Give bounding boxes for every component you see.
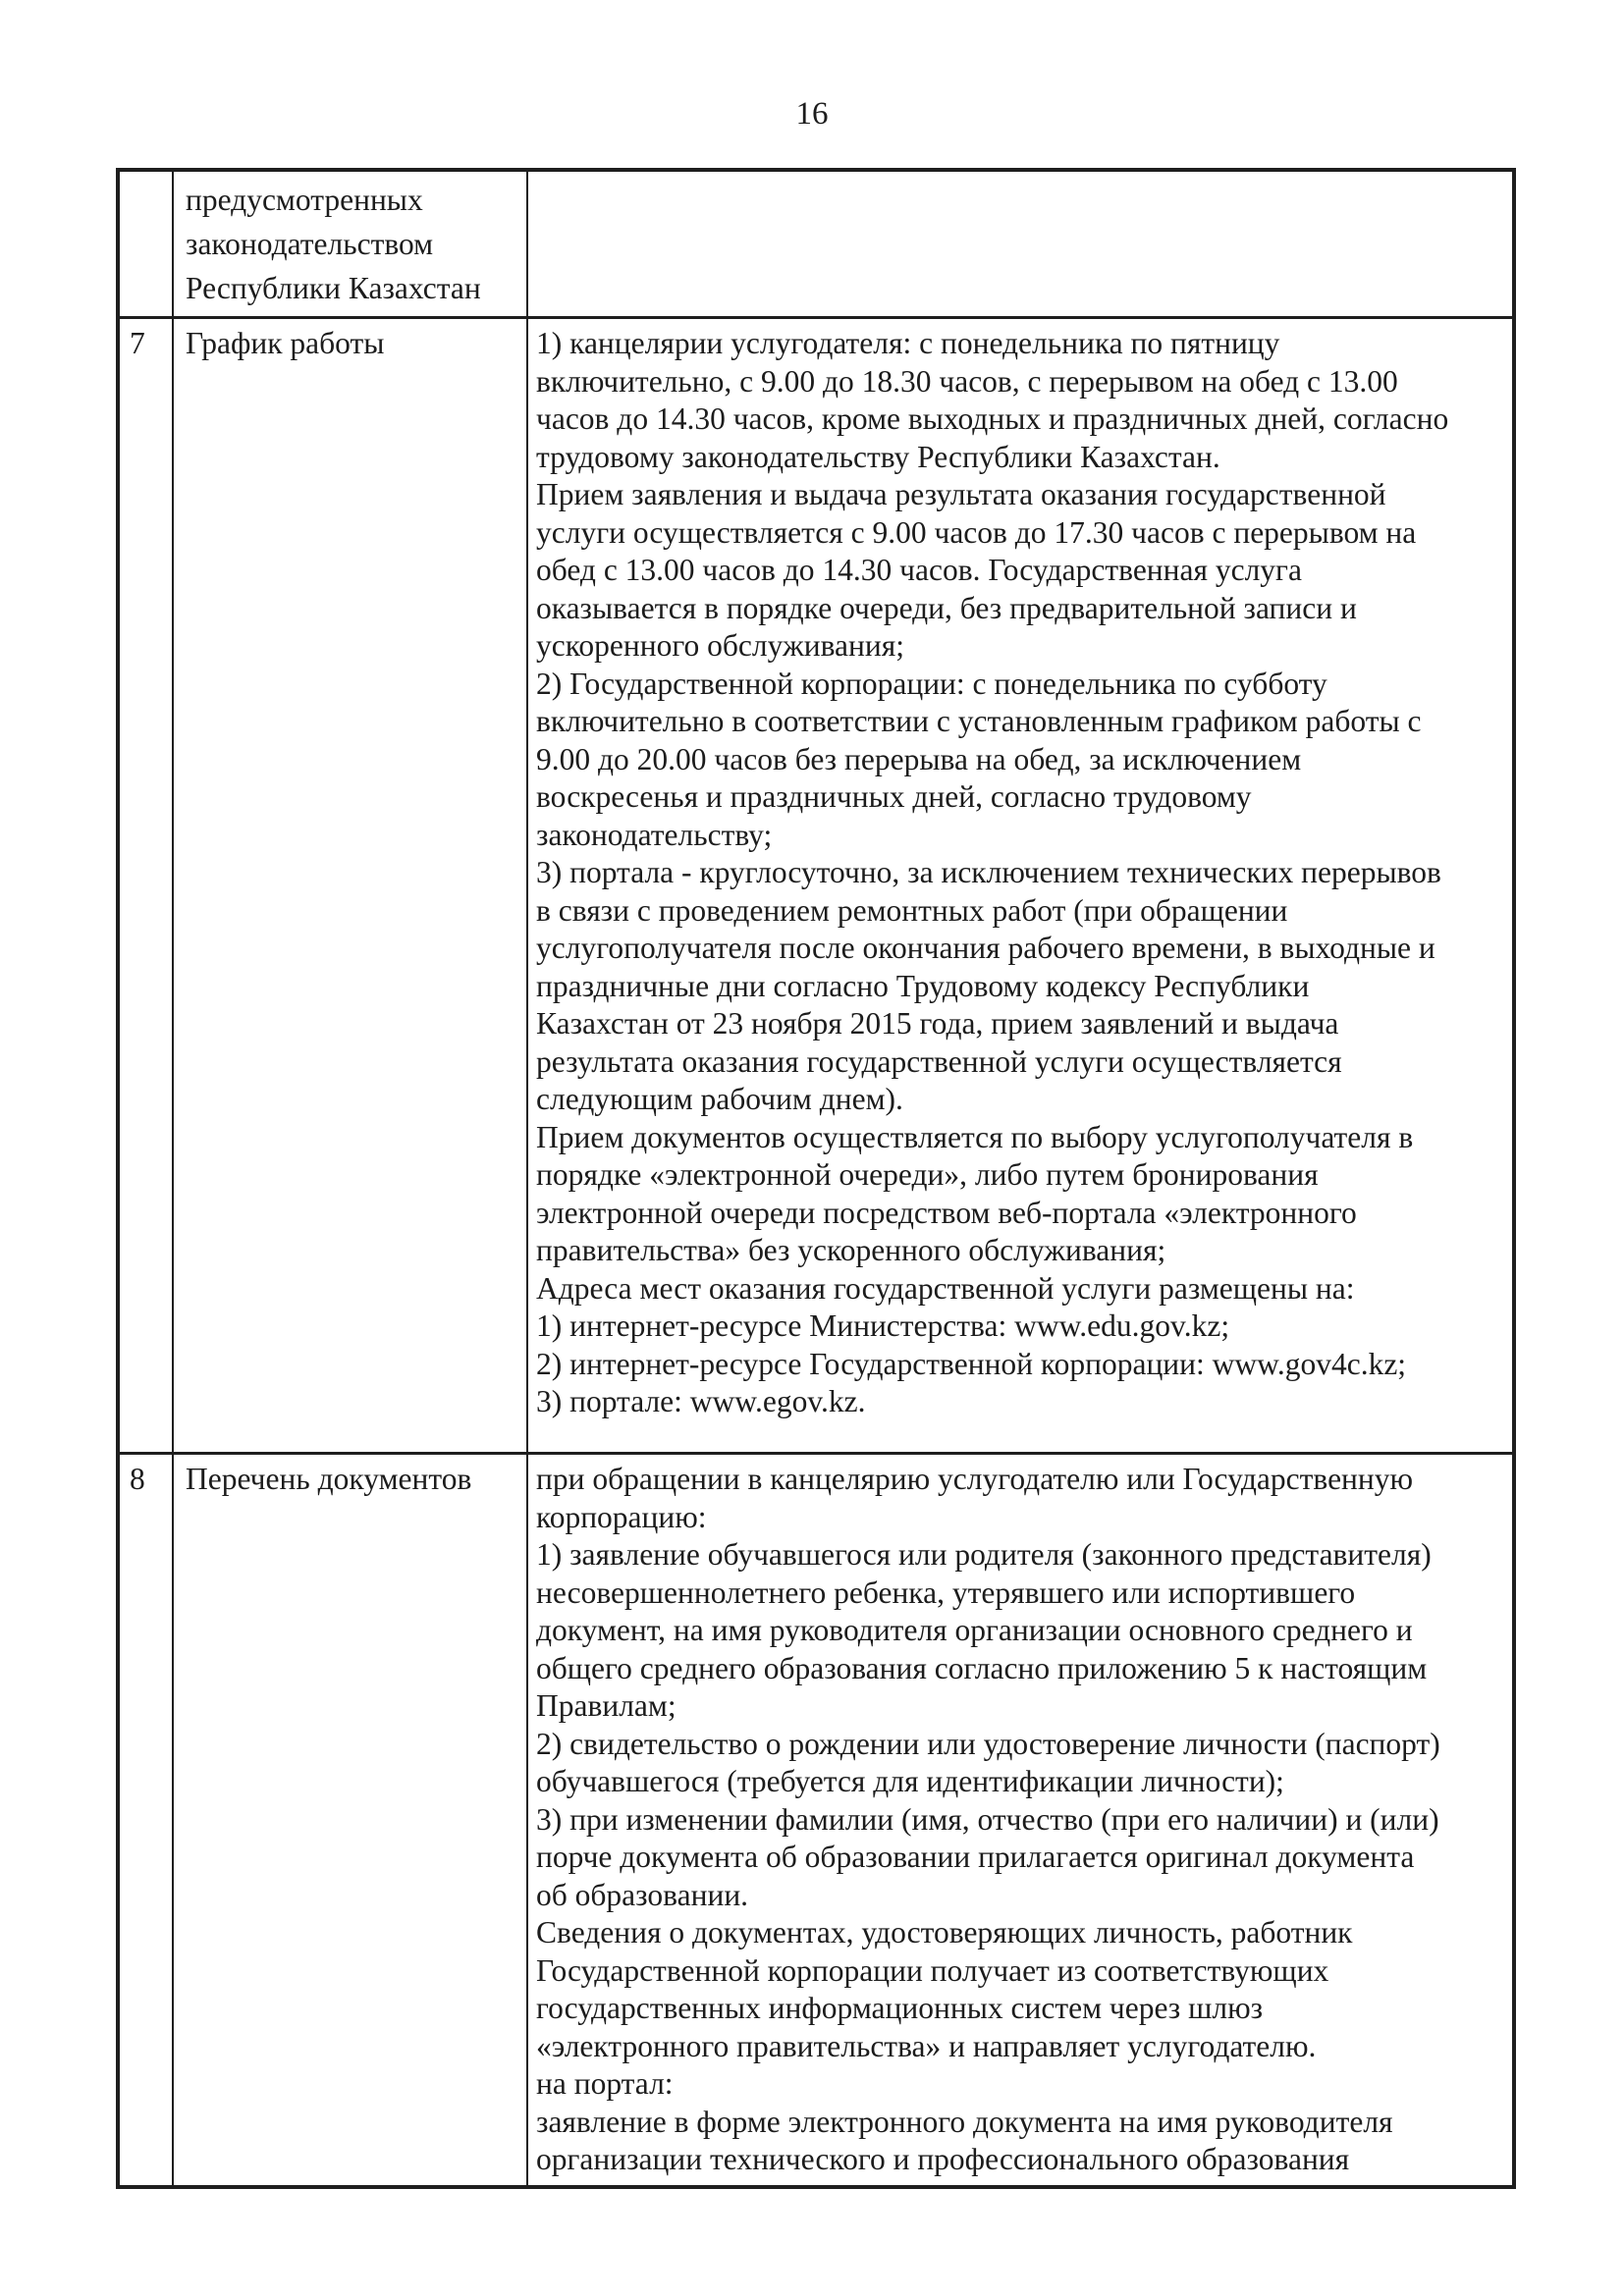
text-line: трудовому законодательству Республики Казахстан. [536, 439, 1220, 474]
table-row [118, 170, 1514, 318]
text-line: документ, на имя руководителя организации основного среднего и [536, 1613, 1413, 1647]
text-line: 1) заявление обучавшегося или родителя (законного представителя) [536, 1537, 1432, 1572]
text-line: 9.00 до 20.00 часов без перерыва на обед, за исключением [536, 741, 1302, 776]
text-line: услуги осуществляется с 9.00 часов до 17.30 часов с перерывом на [536, 514, 1417, 550]
text-line: порядке «электронной очереди», либо путем бронирования [536, 1157, 1319, 1192]
text-line: «электронного правительства» и направляет услугодателю. [536, 2028, 1317, 2063]
text-line: при обращении в канцелярию услугодателю или Государственную [536, 1462, 1414, 1496]
row-label-cell [173, 170, 527, 318]
text-line: несовершеннолетнего ребенка, утерявшего или испортившего [536, 1575, 1356, 1610]
row-number: 7 [130, 326, 145, 360]
text-line: Прием документов осуществляется по выбору услугополучателя в [536, 1119, 1414, 1154]
text-line: Государственной корпорации получает из соответствующих [536, 1952, 1329, 1988]
text-line: часов до 14.30 часов, кроме выходных и праздничных дней, согласно [536, 401, 1449, 436]
text-line: в связи с проведением ремонтных работ (при обращении [536, 892, 1288, 928]
text-line: включительно в соответствии с установленным графиком работы с [536, 704, 1422, 738]
row-content-cell [527, 318, 1514, 1454]
text-line: 2) Государственной корпорации: с понедельника по субботу [536, 666, 1327, 701]
text-line: общего среднего образования согласно приложению 5 к настоящим [536, 1650, 1428, 1685]
row-content-cell [527, 1454, 1514, 2187]
text-line: обучавшегося (требуется для идентификации личности); [536, 1764, 1284, 1798]
text-line: праздничные дни согласно Трудовому кодексу Республики [536, 968, 1310, 1003]
text-line: включительно, с 9.00 до 18.30 часов, с перерывом на обед с 13.00 [536, 363, 1398, 399]
page-number: 16 [795, 96, 829, 132]
table-body [118, 170, 1514, 2187]
text-line: 2) интернет-ресурсе Государственной корпорации: www.gov4c.kz; [536, 1346, 1407, 1381]
text-line: ускоренного обслуживания; [536, 628, 904, 663]
text-line: 1) канцелярии услугодателя: с понедельника по пятницу [536, 326, 1280, 360]
table-row [118, 1454, 1514, 2187]
services-table [116, 168, 1516, 2189]
row-number-cell [118, 170, 173, 318]
text-line: обед с 13.00 часов до 14.30 часов. Государственная услуга [536, 553, 1302, 587]
row-number-cell [118, 1454, 173, 2187]
row-number-cell [118, 318, 173, 1454]
row-label-lines [186, 178, 520, 310]
text-line: предусмотренных [186, 183, 423, 217]
text-line: законодательству; [536, 817, 773, 852]
table-row [118, 318, 1514, 1454]
text-line: График работы [186, 326, 385, 360]
row-content-cell [527, 170, 1514, 318]
text-line: законодательством [186, 227, 434, 261]
text-line: заявление в форме электронного документа на имя руководителя [536, 2104, 1393, 2139]
text-line: порче документа об образовании прилагается оригинал документа [536, 1840, 1415, 1874]
row-content-lines [536, 325, 1506, 1421]
text-line: Сведения о документах, удостоверяющих личность, работник [536, 1915, 1353, 1949]
text-line: Правилам; [536, 1688, 677, 1723]
row-label-cell [173, 318, 527, 1454]
text-line: воскресенья и праздничных дней, согласно трудовому [536, 779, 1252, 814]
text-line: 3) портале: www.egov.kz. [536, 1384, 866, 1418]
text-line: 2) свидетельство о рождении или удостоверение личности (паспорт) [536, 1726, 1440, 1761]
text-line: 3) портала - круглосуточно, за исключением технических перерывов [536, 855, 1441, 889]
text-line: оказывается в порядке очереди, без предварительной записи и [536, 590, 1357, 625]
text-line: на портал: [536, 2066, 674, 2101]
row-number: 8 [130, 1462, 145, 1496]
row-label-lines [186, 1461, 520, 1499]
text-line: государственных информационных систем через шлюз [536, 1991, 1264, 2025]
text-line: следующим рабочим днем). [536, 1082, 903, 1116]
text-line: Адреса мест оказания государственной услуги размещены на: [536, 1270, 1355, 1306]
text-line: Прием заявления и выдача результата оказания государственной [536, 477, 1386, 511]
text-line: электронной очереди посредством веб-портала «электронного [536, 1195, 1357, 1230]
text-line: организации технического и профессионального образования [536, 2142, 1350, 2176]
text-line: 1) интернет-ресурсе Министерства: www.edu.gov.kz; [536, 1308, 1230, 1343]
row-label-lines [186, 325, 520, 363]
text-line: Казахстан от 23 ноября 2015 года, прием заявлений и выдача [536, 1006, 1339, 1041]
text-line: услугополучателя после окончания рабочего времени, в выходные и [536, 931, 1435, 965]
text-line: Республики Казахстан [186, 271, 481, 305]
row-label-cell [173, 1454, 527, 2187]
text-line: корпорацию: [536, 1499, 707, 1534]
text-line: Перечень документов [186, 1462, 472, 1496]
text-line: 3) при изменении фамилии (имя, отчество (при его наличии) и (или) [536, 1801, 1439, 1837]
text-line: правительства» без ускоренного обслуживания; [536, 1233, 1166, 1267]
text-line: результата оказания государственной услуги осуществляется [536, 1043, 1342, 1079]
text-line: об образовании. [536, 1877, 749, 1912]
row-content-lines [536, 1461, 1506, 2179]
